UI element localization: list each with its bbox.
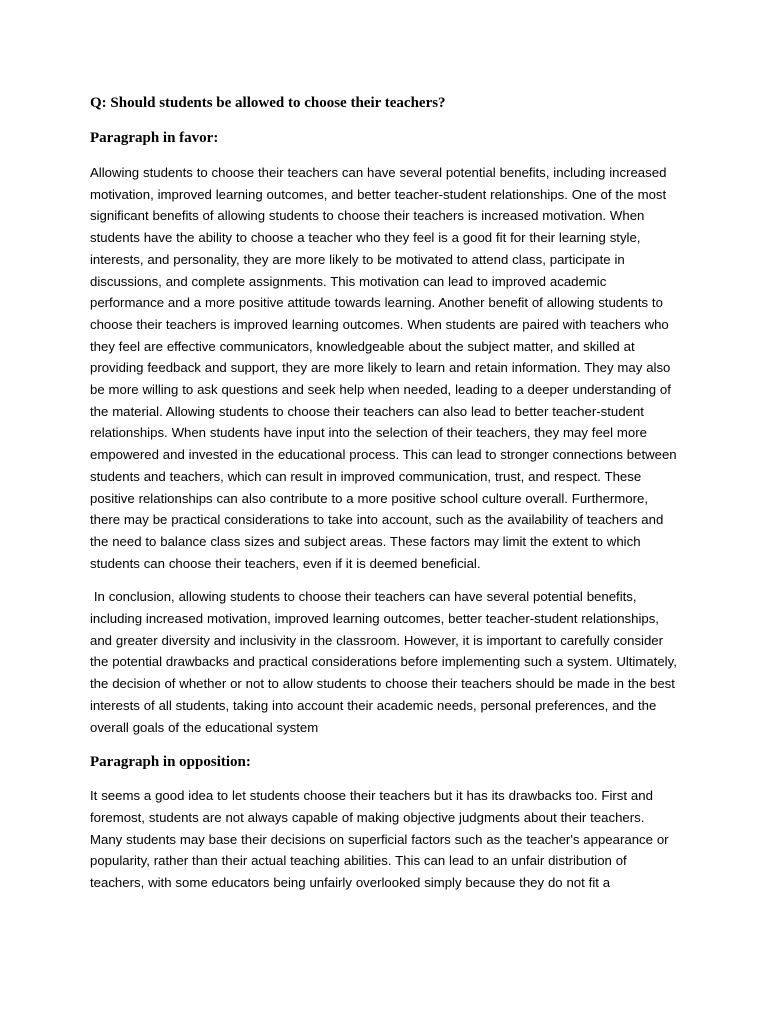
opposition-paragraph: It seems a good idea to let students choose their teachers but it has its drawbacks too. First and foremost, students are not always capable of making objective judgments about their teachers. Many students may base their decisions on superficial factors such as the teacher's appearance or popularity, rather than their actual teaching abilities. This can lead to an unfair distribution of teachers, with some educators being unfairly overlooked simply because they do not fit a bbox=[90, 788, 669, 891]
favor-paragraph-1: Allowing students to choose their teachers can have several potential benefits, including increased motivation, improved learning outcomes, and better teacher-student relationships. One of the most significant benefits of allowing students to choose their teachers is increased motivation. When students have the ability to choose a teacher who they feel is a good fit for their learning style, interests, and personality, they are more likely to be motivated to attend class, participate in discussions, and complete assignments. This motivation can lead to improved academic performance and a more positive attitude towards learning. Another benefit of allowing students to choose their teachers is improved learning outcomes. When students are paired with teachers who they feel are effective communicators, knowledgeable about the subject matter, and skilled at providing feedback and support, they are more likely to learn and retain information. They may also be more willing to ask questions and seek help when needed, leading to a deeper understanding of the material. Allowing students to choose their teachers can also lead to better teacher-student relationships. When students have input into the selection of their teachers, they may feel more empowered and invested in the educational process. This can lead to stronger connections between students and teachers, which can result in improved communication, trust, and respect. These positive relationships can also contribute to a more positive school culture overall. Furthermore, there may be practical considerations to take into account, such as the availability of teachers and the need to balance class sizes and subject areas. These factors may limit the extent to which students can choose their teachers, even if it is deemed beneficial. bbox=[90, 165, 677, 571]
favor-heading: Paragraph in favor: bbox=[90, 130, 219, 146]
opposition-heading: Paragraph in opposition: bbox=[90, 754, 251, 771]
favor-paragraph-2: In conclusion, allowing students to choose their teachers can have several potential benefits, including increased motivation, improved learning outcomes, better teacher-student relationships, and greater diversity and inclusivity in the classroom. However, it is important to carefully consider the potential drawbacks and practical considerations before implementing such a system. Ultimately, the decision of whether or not to allow students to choose their teachers should be made in the best interests of all students, taking into account their academic needs, personal preferences, and the overall goals of the educational system bbox=[90, 589, 681, 735]
question-heading: Q: Should students be allowed to choose their teachers? bbox=[90, 95, 446, 111]
document-content bbox=[90, 93, 680, 894]
